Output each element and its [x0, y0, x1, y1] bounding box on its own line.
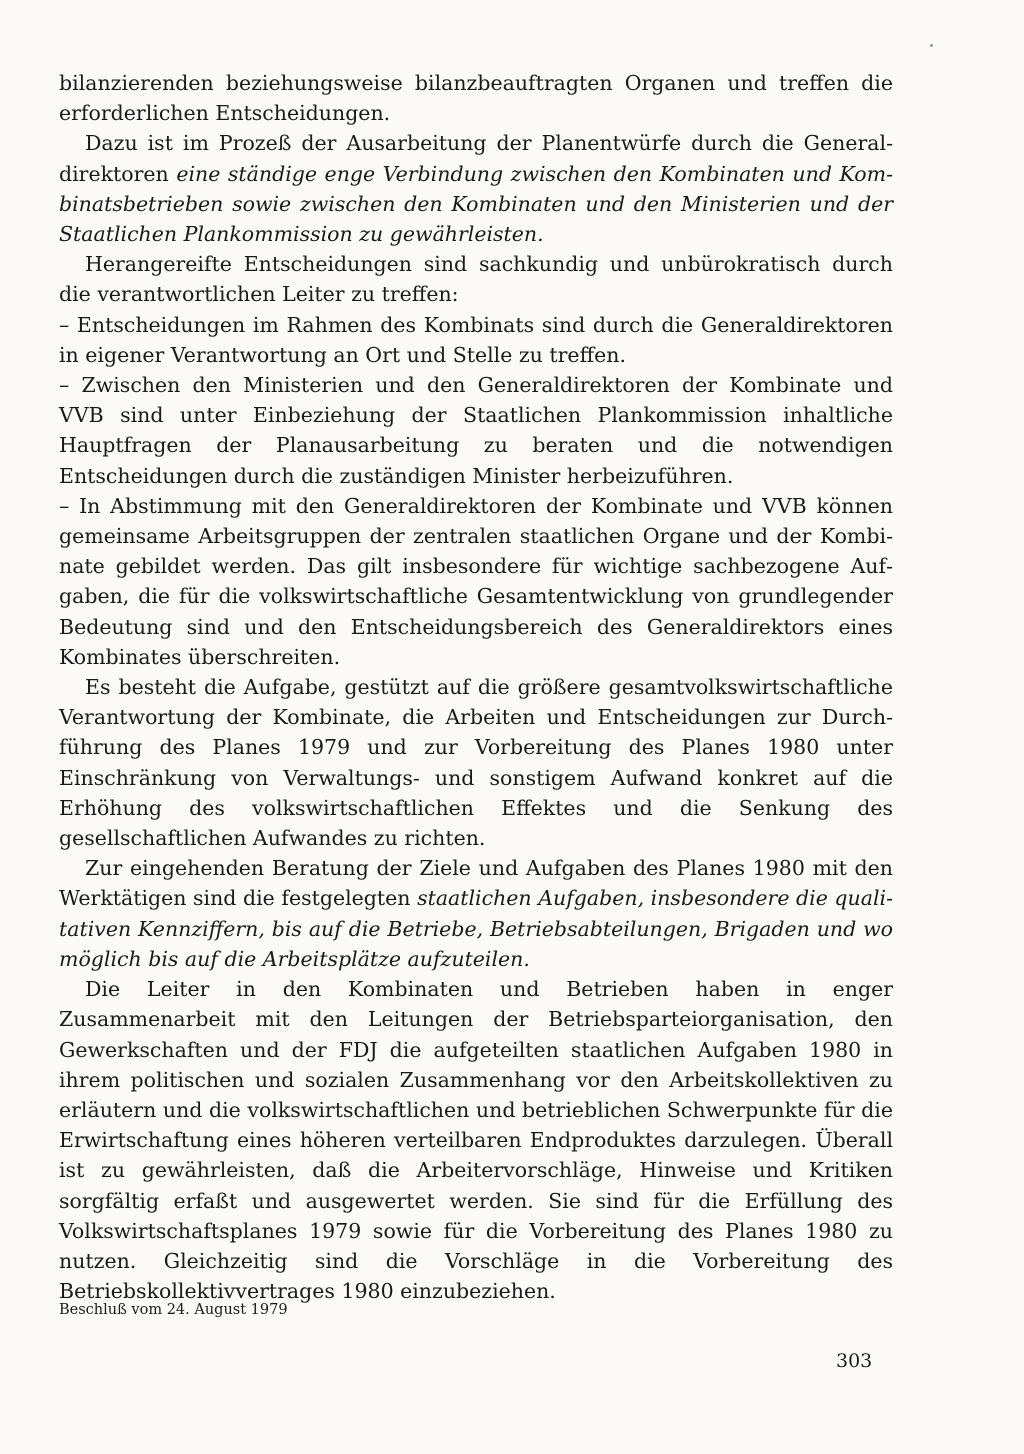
paragraph [59, 974, 893, 1306]
paragraph-text: Es besteht die Aufgabe, gestützt auf die größere gesamtvolkswirtschaftliche Verantwortung der Kombinate, die Arbeiten und Entscheidungen zur Durchführung des Planes 1979 und zur Vorbereitung des Planes 1980 unter Einschränkung von Verwaltungs- und sonstigem Aufwand konkret auf die Erhöhung des volkswirtschaftlichen Effektes und die Senkung des gesellschaftlichen Aufwandes zu richten. [59, 675, 893, 851]
paragraph [59, 68, 893, 128]
paragraph [59, 128, 893, 249]
resolution-date-note: Beschluß vom 24. August 1979 [59, 1302, 288, 1318]
paragraph-text: bilanzierenden beziehungsweise bilanzbeauftragten Organen und treffen die erforderlichen Entscheidungen. [59, 71, 893, 126]
paragraph-text: Zur eingehenden Beratung der Ziele und Aufgaben des Planes 1980 mit den Werktätigen sind die festgelegten [59, 856, 893, 911]
list-item-text: – Zwischen den Ministerien und den Generaldirektoren der Kombinate und VVB sind unter Einbeziehung der Staatlichen Plankommission inhaltliche Hauptfragen der Planausarbeitung zu beraten und die notwendigen Entscheidungen durch die zuständigen Minister herbeizuführen. [59, 373, 893, 488]
paragraph-text: Dazu ist im Prozeß der Ausarbeitung der Planentwürfe durch die Generaldirektoren [59, 131, 893, 186]
list-item [59, 310, 893, 370]
paragraph [59, 249, 893, 309]
page-number: 303 [836, 1350, 873, 1372]
list-item-text: – Entscheidungen im Rahmen des Kombinats sind durch die Generaldirektoren in eigener Verantwortung an Ort und Stelle zu treffen. [59, 312, 893, 367]
paragraph [59, 672, 893, 853]
paragraph-text: Herangereifte Entscheidungen sind sachkundig und unbürokratisch durch die verantwortlichen Leiter zu treffen: [59, 252, 893, 307]
list-item [59, 370, 893, 491]
paragraph-emphasis: eine ständige enge Verbindung zwischen den Kombinaten und Kombinatsbetrieben sowie zwischen den Kombinaten und den Ministerien und der Staatlichen Plankommission zu gewährleisten. [59, 161, 893, 247]
scan-speck [930, 44, 933, 47]
paragraph-text: Die Leiter in den Kombinaten und Betrieben haben in enger Zusammenarbeit mit den Leitungen der Betriebsparteiorganisation, den Gewerkschaften und der FDJ die aufgeteilten staatlichen Aufgaben 1980 in ihrem politischen und sozialen Zusammenhang vor den Arbeitskollektiven zu erläutern und die volkswirtschaftlichen und betrieblichen Schwerpunkte für die Erwirtschaftung eines höheren verteilbaren Endproduktes darzulegen. Überall ist zu gewährleisten, daß die Arbeitervorschläge, Hinweise und Kritiken sorgfältig erfaßt und ausgewertet werden. Sie sind für die Erfüllung des Volkswirtschaftsplanes 1979 sowie für die Vorbereitung des Planes 1980 zu nutzen. Gleichzeitig sind die Vorschläge in die Vorbereitung des Betriebskollektivvertrages 1980 einzubeziehen. [59, 977, 893, 1304]
page-body [59, 68, 893, 1306]
paragraph [59, 853, 893, 974]
list-item [59, 491, 893, 672]
paragraph-emphasis: staatlichen Aufgaben, insbesondere die qualitativen Kennziffern, bis auf die Betriebe, Betriebsabteilungen, Brigaden und wo möglich bis auf die Arbeitsplätze aufzuteilen. [59, 886, 894, 971]
list-item-text: – In Abstimmung mit den Generaldirektoren der Kombinate und VVB können gemeinsame Arbeitsgruppen der zentralen staatlichen Organe und der Kombinate gebildet werden. Das gilt insbesondere für wichtige sachbezogene Aufgaben, die für die volkswirtschaftliche Gesamtentwicklung von grundlegender Bedeutung sind und den Entscheidungsbereich des Generaldirektors eines Kombinates überschreiten. [59, 493, 893, 669]
